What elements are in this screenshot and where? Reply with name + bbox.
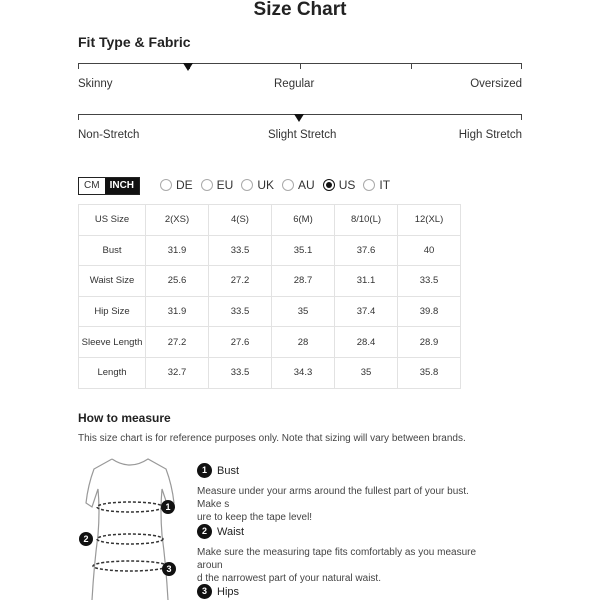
dress-illustration (76, 455, 186, 600)
region-option-au[interactable] (282, 178, 315, 192)
table-header: 6(M) (272, 205, 335, 236)
region-label: US (338, 178, 356, 192)
fit-type-scale (78, 63, 522, 93)
table-cell: 35 (272, 296, 335, 327)
radio-icon[interactable] (241, 179, 253, 191)
radio-icon[interactable] (201, 179, 213, 191)
dress-outline (86, 459, 174, 600)
table-cell: 37.6 (335, 235, 398, 266)
step-bust (197, 462, 239, 480)
step-title: Bust (217, 464, 240, 477)
table-cell: 35 (335, 357, 398, 388)
fit-scale-tick (300, 63, 301, 69)
table-header: 4(S) (209, 205, 272, 236)
table-cell: 39.8 (398, 296, 461, 327)
step-desc-line: d the narrowest part of your natural waist. (197, 573, 381, 584)
step-number-badge: 1 (197, 463, 212, 478)
table-cell: 37.4 (335, 296, 398, 327)
marker-3-label: 3 (166, 564, 172, 574)
table-cell: Length (79, 357, 146, 388)
fit-label-regular: Regular (274, 78, 315, 90)
table-row (79, 296, 461, 327)
stretch-scale-tick (521, 114, 522, 120)
table-cell: 27.2 (146, 327, 209, 358)
step-number-badge: 2 (197, 524, 212, 539)
table-header: 2(XS) (146, 205, 209, 236)
stretch-scale-tick (78, 114, 79, 120)
table-cell: 27.6 (209, 327, 272, 358)
table-cell: 25.6 (146, 266, 209, 297)
unit-cm-button[interactable]: CM (79, 178, 105, 194)
reference-note: This size chart is for reference purposes only. Note that sizing will vary between brands. (78, 433, 466, 444)
fit-scale-tick (521, 63, 522, 69)
table-cell: 32.7 (146, 357, 209, 388)
radio-icon[interactable] (160, 179, 172, 191)
region-label: IT (379, 178, 391, 192)
table-cell: 33.5 (209, 296, 272, 327)
table-row (79, 266, 461, 297)
region-label: UK (257, 178, 275, 192)
table-cell: 31.9 (146, 235, 209, 266)
step-number-badge: 3 (197, 584, 212, 599)
table-cell: 40 (398, 235, 461, 266)
table-cell: 31.1 (335, 266, 398, 297)
hip-tape (93, 561, 167, 571)
stretch-selected-marker-icon (294, 114, 304, 122)
table-cell: 27.2 (209, 266, 272, 297)
table-cell: 28.4 (335, 327, 398, 358)
region-option-uk[interactable] (241, 178, 274, 192)
stretch-label-non-stretch: Non-Stretch (78, 129, 140, 141)
step-waist-description (197, 546, 495, 585)
marker-2-label: 2 (83, 534, 89, 544)
step-title: Waist (217, 525, 245, 538)
table-header: US Size (79, 205, 146, 236)
step-desc-line: ure to keep the tape level! (197, 512, 313, 523)
step-title: Hips (217, 585, 240, 598)
table-cell: Hip Size (79, 296, 146, 327)
table-row (79, 327, 461, 358)
stretch-label-high-stretch: High Stretch (458, 129, 522, 141)
region-selector (160, 178, 390, 192)
stretch-label-slight-stretch: Slight Stretch (268, 129, 337, 141)
unit-inch-button[interactable]: INCH (105, 178, 139, 194)
radio-icon[interactable] (282, 179, 294, 191)
table-cell: 33.5 (209, 357, 272, 388)
table-cell: 35.1 (272, 235, 335, 266)
fit-scale-tick (78, 63, 79, 69)
region-option-it[interactable] (363, 178, 390, 192)
table-cell: Waist Size (79, 266, 146, 297)
table-cell: Bust (79, 235, 146, 266)
size-table (78, 204, 461, 389)
fit-selected-marker-icon (183, 63, 193, 71)
table-cell: 28.7 (272, 266, 335, 297)
region-label: AU (298, 178, 315, 192)
table-header: 12(XL) (398, 205, 461, 236)
waist-tape (97, 534, 163, 544)
step-desc-line: Measure under your arms around the fullest part of your bust. Make s (197, 486, 469, 510)
step-bust-description (197, 485, 495, 524)
how-to-measure-heading: How to measure (78, 411, 171, 425)
region-option-us[interactable] (323, 178, 356, 192)
stretch-scale (78, 114, 522, 144)
table-cell: Sleeve Length (79, 327, 146, 358)
table-header: 8/10(L) (335, 205, 398, 236)
table-cell: 33.5 (209, 235, 272, 266)
table-cell: 28.9 (398, 327, 461, 358)
fit-label-oversized: Oversized (470, 78, 522, 90)
table-cell: 34.3 (272, 357, 335, 388)
fit-scale-tick (411, 63, 412, 69)
table-cell: 31.9 (146, 296, 209, 327)
radio-icon[interactable] (363, 179, 375, 191)
bust-tape (97, 502, 163, 512)
table-row (79, 357, 461, 388)
region-option-de[interactable] (160, 178, 193, 192)
table-cell: 33.5 (398, 266, 461, 297)
table-row (79, 235, 461, 266)
table-header-row (79, 205, 461, 236)
unit-toggle (78, 177, 140, 195)
table-cell: 28 (272, 327, 335, 358)
marker-1-label: 1 (165, 502, 171, 512)
region-label: DE (176, 178, 193, 192)
region-label: EU (216, 178, 234, 192)
fit-label-skinny: Skinny (78, 78, 113, 90)
region-option-eu[interactable] (201, 178, 234, 192)
step-hips (197, 583, 239, 600)
table-cell: 35.8 (398, 357, 461, 388)
step-desc-line: Make sure the measuring tape fits comfortably as you measure aroun (197, 547, 477, 571)
step-waist (197, 523, 244, 541)
fit-fabric-heading: Fit Type & Fabric (78, 34, 191, 50)
page-title: Size Chart (253, 0, 347, 20)
radio-checked-icon[interactable] (323, 179, 335, 191)
